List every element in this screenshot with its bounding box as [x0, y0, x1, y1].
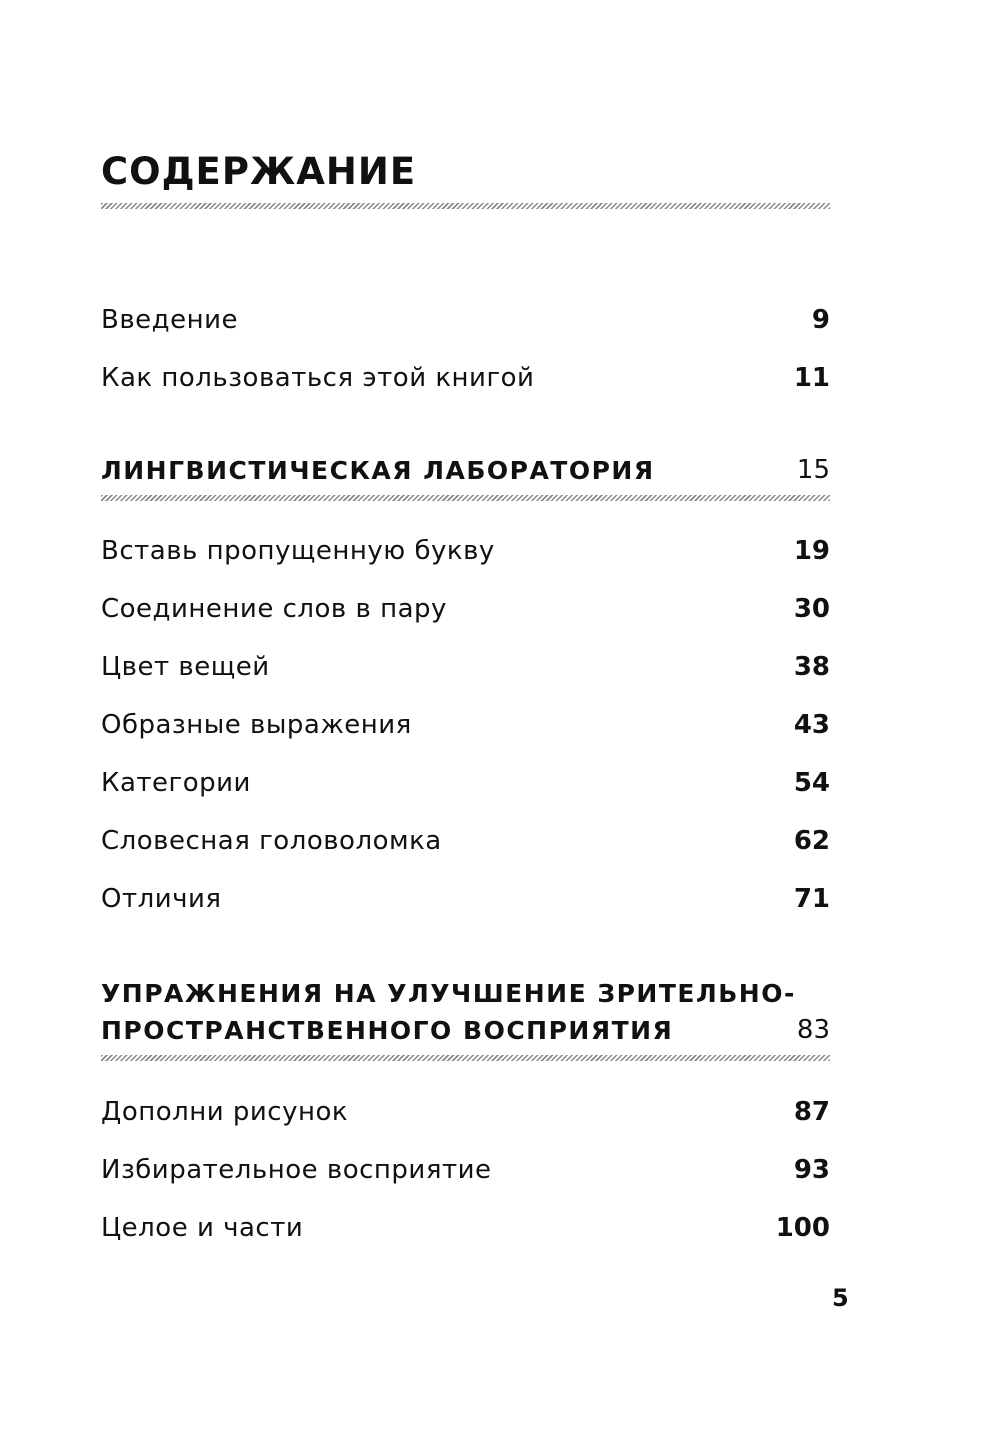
entry-label: Дополни рисунок — [101, 1097, 349, 1127]
page-title: СОДЕРЖАНИЕ — [101, 150, 417, 193]
toc-entry[interactable] — [101, 1095, 830, 1129]
entry-page: 54 — [793, 768, 830, 798]
section-title: ПРОСТРАНСТВЕННОГО ВОСПРИЯТИЯ — [101, 1016, 674, 1045]
entry-label: Категории — [101, 768, 251, 798]
toc-entry[interactable] — [101, 650, 830, 684]
entry-page: 87 — [793, 1097, 830, 1127]
entry-page: 43 — [793, 710, 830, 740]
toc-entry[interactable] — [101, 303, 830, 337]
hatched-divider — [101, 1055, 830, 1061]
entry-page: 30 — [793, 594, 830, 624]
toc-entry[interactable] — [101, 1153, 830, 1187]
entry-label: Введение — [101, 305, 239, 335]
page-number: 5 — [832, 1284, 849, 1312]
toc-entry[interactable] — [101, 824, 830, 858]
entry-label: Как пользоваться этой книгой — [101, 363, 535, 393]
section-page: 15 — [796, 455, 830, 485]
entry-label: Вставь пропущенную букву — [101, 536, 495, 566]
entry-page: 11 — [793, 363, 830, 393]
section-title: ЛИНГВИСТИЧЕСКАЯ ЛАБОРАТОРИЯ — [101, 456, 655, 485]
section-heading-line1[interactable] — [101, 975, 830, 1012]
entry-page: 9 — [811, 305, 830, 335]
entry-label: Цвет вещей — [101, 652, 270, 682]
toc-entry[interactable] — [101, 1211, 830, 1245]
toc-entry[interactable] — [101, 882, 830, 916]
section-title: УПРАЖНЕНИЯ НА УЛУЧШЕНИЕ ЗРИТЕЛЬНО- — [101, 979, 796, 1008]
toc-entry[interactable] — [101, 534, 830, 568]
entry-label: Словесная головоломка — [101, 826, 442, 856]
toc-entry[interactable] — [101, 766, 830, 800]
toc-entry[interactable] — [101, 361, 830, 395]
entry-page: 19 — [793, 536, 830, 566]
entry-page: 38 — [793, 652, 830, 682]
toc-entry[interactable] — [101, 592, 830, 626]
entry-label: Соединение слов в пару — [101, 594, 447, 624]
hatched-divider — [101, 203, 830, 209]
entry-page: 62 — [793, 826, 830, 856]
hatched-divider — [101, 495, 830, 501]
entry-label: Избирательное восприятие — [101, 1155, 492, 1185]
entry-page: 71 — [793, 884, 830, 914]
entry-page: 93 — [793, 1155, 830, 1185]
section-page: 83 — [796, 1015, 830, 1045]
entry-label: Образные выражения — [101, 710, 412, 740]
entry-label: Отличия — [101, 884, 222, 914]
entry-label: Целое и части — [101, 1213, 304, 1243]
toc-entry[interactable] — [101, 708, 830, 742]
section-heading[interactable] — [101, 452, 830, 489]
entry-page: 100 — [775, 1213, 830, 1243]
section-heading[interactable] — [101, 1012, 830, 1049]
